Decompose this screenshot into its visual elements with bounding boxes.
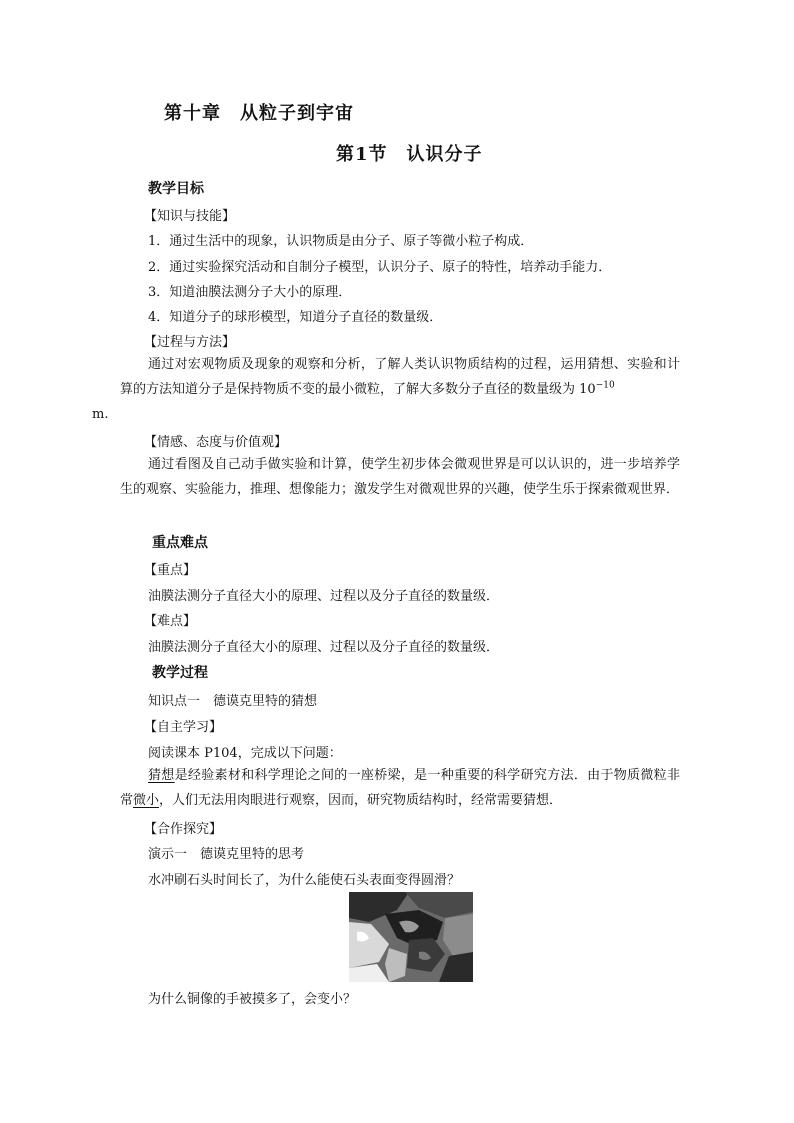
goal-item-2: 2．通过实验探究活动和自制分子模型，认识分子、原子的特性，培养动手能力． bbox=[148, 260, 612, 275]
process-method-paragraph bbox=[92, 352, 680, 427]
key-text: 油膜法测分子直径大小的原理、过程以及分子直径的数量级． bbox=[148, 589, 500, 604]
process-method-heading: 【过程与方法】 bbox=[144, 335, 236, 350]
tiny-word: 微小 bbox=[133, 793, 160, 808]
self-study-heading: 【自主学习】 bbox=[144, 720, 223, 735]
read-instruction: 阅读课本 P104，完成以下问题： bbox=[148, 746, 342, 761]
goal-item-3: 3．知道油膜法测分子大小的原理． bbox=[148, 285, 352, 300]
question-1: 水冲刷石头时间长了，为什么能使石头表面变得圆滑？ bbox=[148, 873, 461, 888]
difficult-text: 油膜法测分子直径大小的原理、过程以及分子直径的数量级． bbox=[148, 640, 500, 655]
emotion-paragraph: 通过看图及自己动手做实验和计算，使学生初步体会微观世界是可以认识的，进一步培养学生的观察、实验能力，推理、想像能力；激发学生对微观世界的兴趣，使学生乐于探索微观世界． bbox=[120, 457, 680, 497]
process-method-text: 通过对宏观物质及现象的观察和分析，了解人类认识物质结构的过程，运用猜想、实验和计算的方法知道分子是保持物质不变的最小微粒，了解大多数分子直径的数量级为 10 bbox=[120, 357, 680, 397]
chapter-title: 第十章 从粒子到宇宙 bbox=[164, 103, 354, 124]
water-eroded-rock-photo bbox=[349, 892, 473, 982]
guess-text-b: ，人们无法用肉眼进行观察，因而，研究物质结构时，经常需要猜想． bbox=[159, 793, 563, 808]
guess-text-a: 是经验素材和科学理论之间的一座桥梁，是一种重要的科学研究方法．由于物质微粒非常 bbox=[120, 768, 680, 808]
demo-1: 演示一 德谟克里特的思考 bbox=[148, 847, 305, 862]
section-title: 第1节 认识分子 bbox=[336, 144, 483, 165]
knowledge-point-1: 知识点一 德谟克里特的猜想 bbox=[148, 694, 318, 709]
key-points-heading: 重点难点 bbox=[152, 535, 208, 551]
goals-heading: 教学目标 bbox=[148, 181, 204, 197]
goal-item-1: 1．通过生活中的现象，认识物质是由分子、原子等微小粒子构成． bbox=[148, 234, 534, 249]
key-heading: 【重点】 bbox=[144, 563, 197, 578]
exponent: −10 bbox=[595, 380, 615, 391]
question-2: 为什么铜像的手被摸多了，会变小？ bbox=[148, 992, 357, 1007]
guess-word: 猜想 bbox=[148, 768, 175, 783]
teaching-process-heading: 教学过程 bbox=[152, 665, 208, 681]
difficult-heading: 【难点】 bbox=[144, 614, 197, 629]
goal-item-4: 4．知道分子的球形模型，知道分子直径的数量级． bbox=[148, 310, 443, 325]
emotion-heading: 【情感、态度与价值观】 bbox=[144, 435, 288, 450]
knowledge-heading: 【知识与技能】 bbox=[144, 209, 236, 224]
unit-text: m. bbox=[92, 407, 109, 422]
cooperation-heading: 【合作探究】 bbox=[144, 822, 223, 837]
guess-paragraph bbox=[120, 763, 680, 813]
